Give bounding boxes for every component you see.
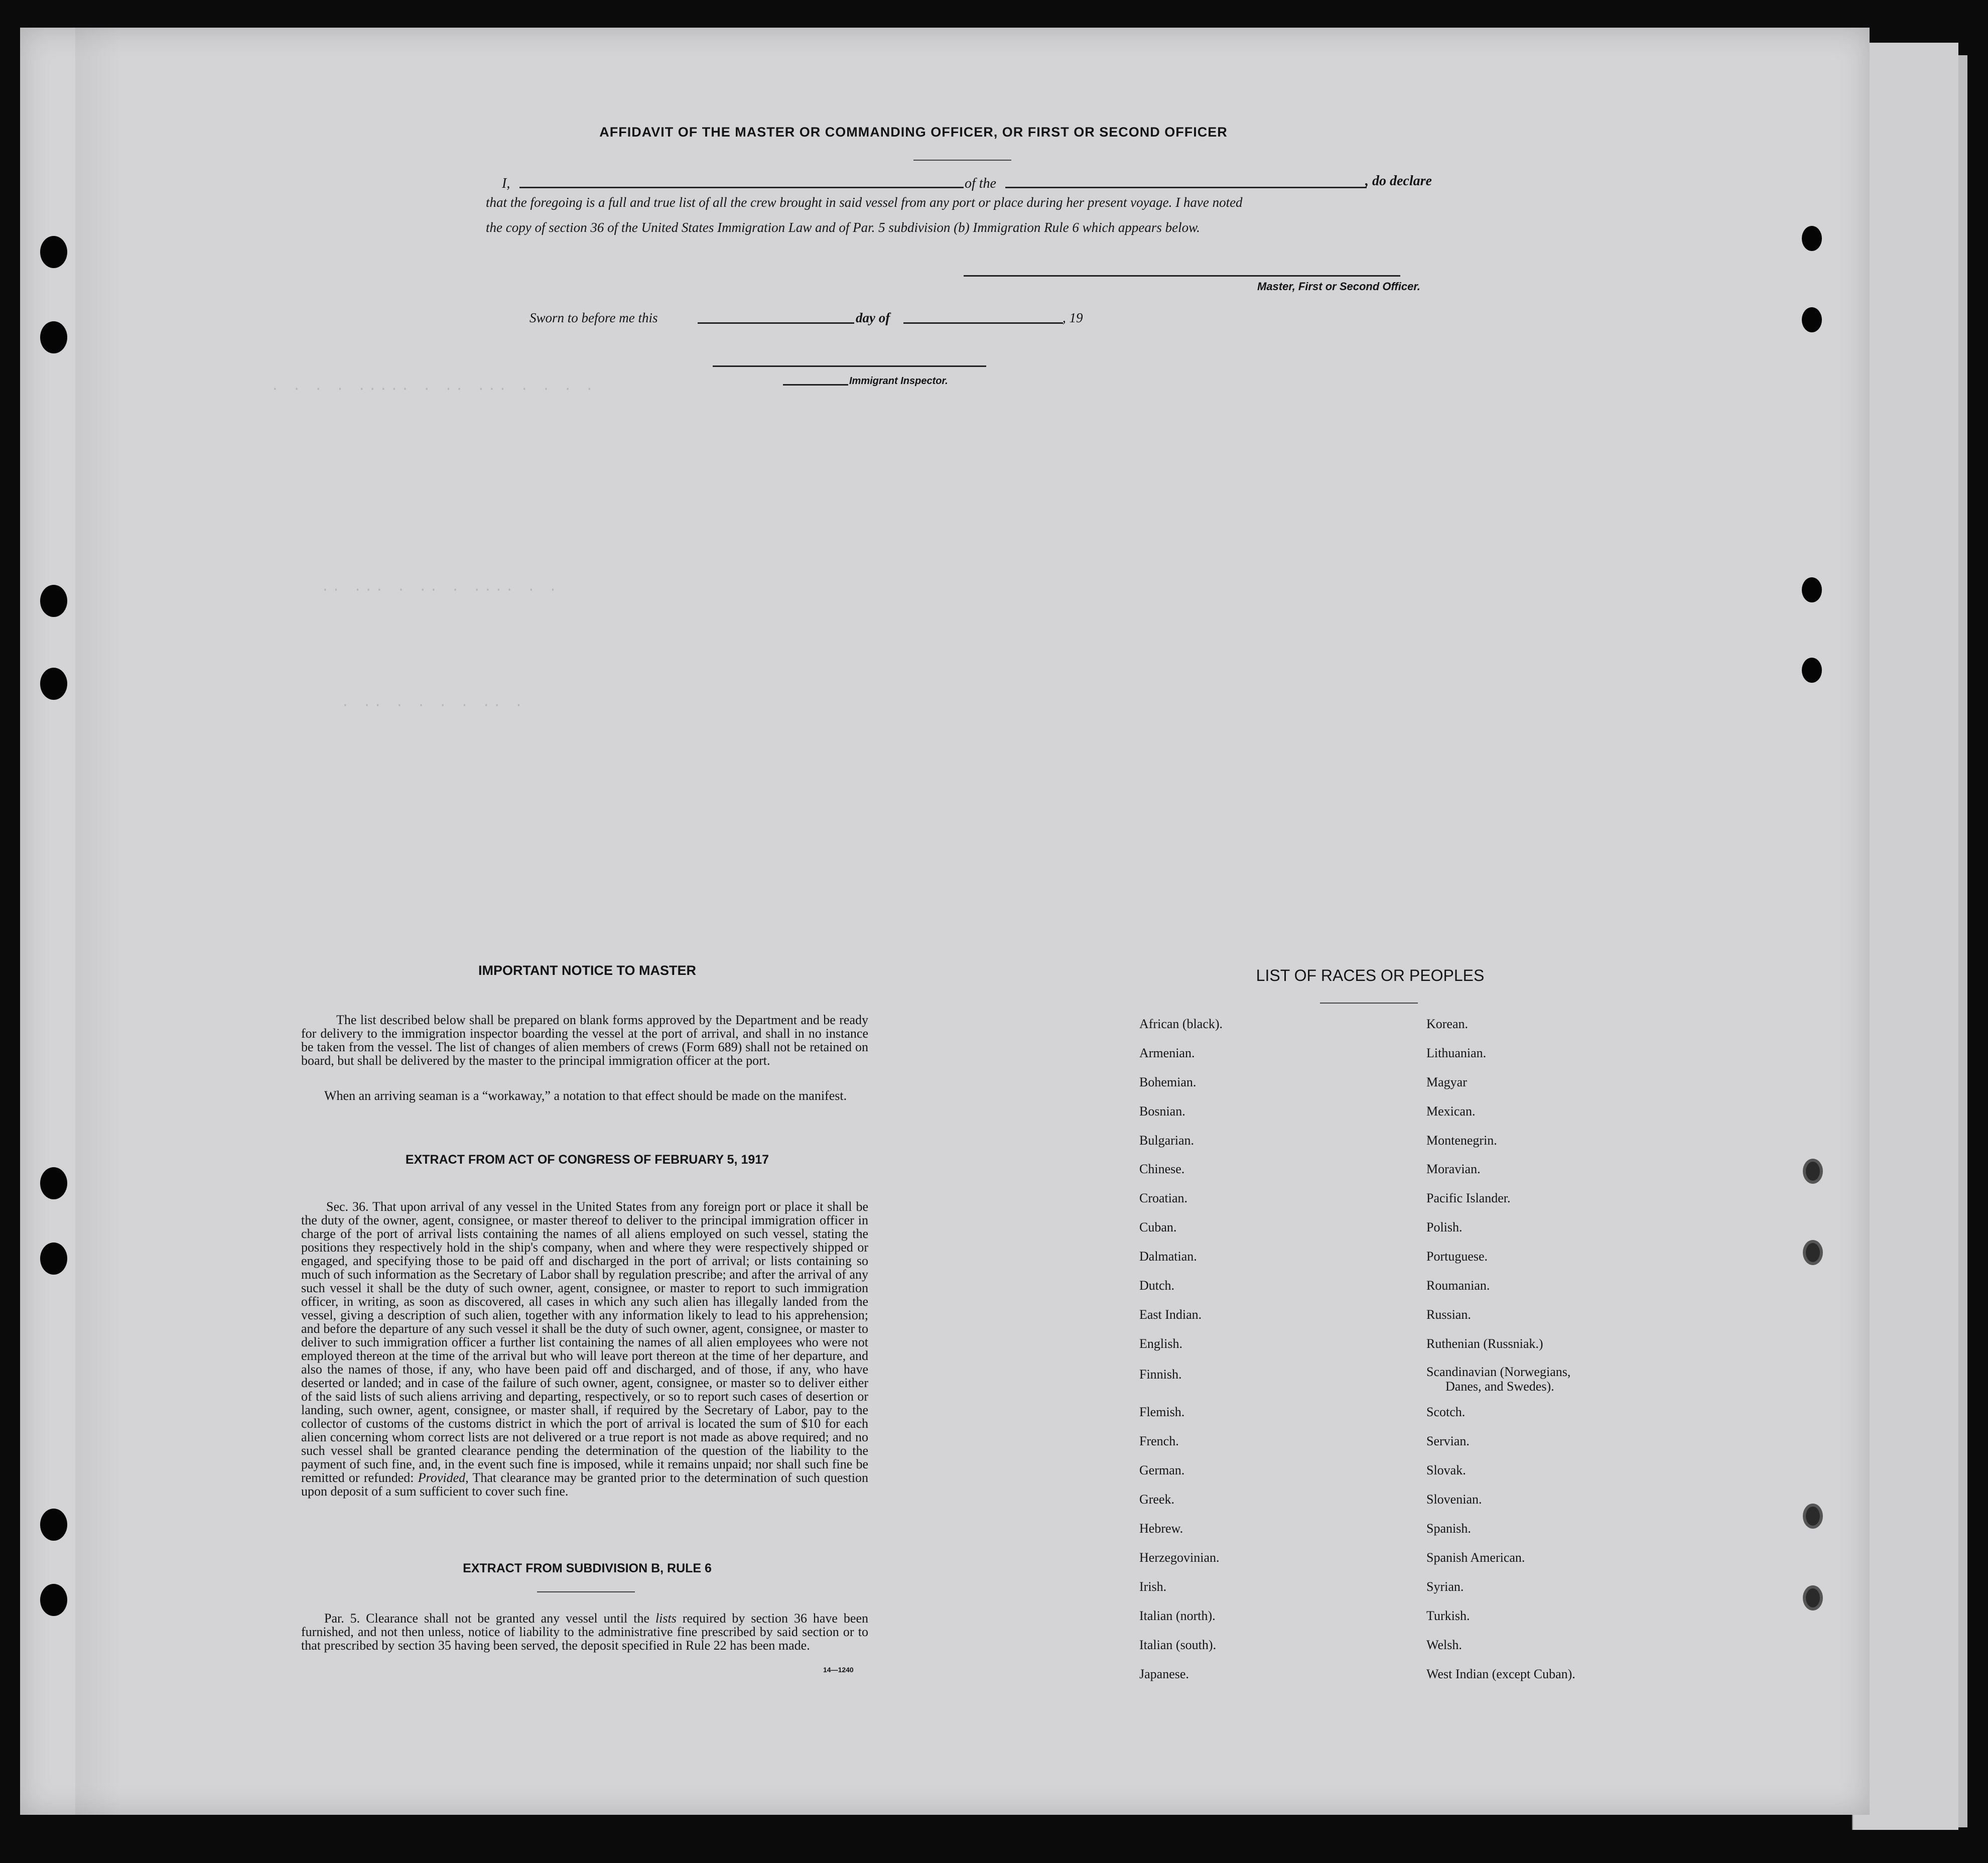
race-item: French. (1139, 1434, 1179, 1448)
bleed-through-row: · ·· · · · · ·· · (341, 698, 526, 713)
binder-hole (1803, 1240, 1823, 1265)
binder-hole (40, 668, 67, 700)
heading-rule (1320, 1003, 1418, 1004)
race-item: Bulgarian. (1139, 1133, 1195, 1148)
sworn-start: Sworn to before me this (529, 310, 658, 325)
heading-rule (913, 160, 1011, 161)
race-item: Korean. (1426, 1017, 1469, 1031)
extract-act-heading: EXTRACT FROM ACT OF CONGRESS OF FEBRUARY 5, 1917 (405, 1153, 769, 1167)
form-number: 14—1240 (823, 1666, 854, 1674)
race-item: Bosnian. (1139, 1104, 1185, 1119)
inspector-signature-blank[interactable] (713, 365, 986, 367)
race-item: Hebrew. (1139, 1521, 1183, 1536)
race-item: Ruthenian (Russniak.) (1426, 1336, 1543, 1351)
binder-hole (1803, 1159, 1823, 1184)
affidavit-line1-end: , do declare (1365, 173, 1432, 189)
race-item: Portuguese. (1426, 1249, 1488, 1264)
binder-hole (40, 1509, 67, 1541)
race-item: Scotch. (1426, 1405, 1466, 1419)
affidavit-line1-mid: of the (965, 176, 996, 191)
inspector-prefix-blank[interactable] (783, 384, 848, 386)
race-item: Flemish. (1139, 1405, 1185, 1419)
race-item: Italian (north). (1139, 1608, 1216, 1623)
race-item: Roumanian. (1426, 1278, 1490, 1293)
race-item: Moravian. (1426, 1162, 1481, 1176)
affidavit-line3: the copy of section 36 of the United States Immigration Law and of Par. 5 subdivision (b) Immigration Rule 6 which appears below. (486, 220, 1200, 235)
race-item: Greek. (1139, 1492, 1175, 1507)
heading-rule (537, 1591, 635, 1592)
race-item: Scandinavian (Norwegians, (1426, 1364, 1571, 1379)
race-item: German. (1139, 1463, 1185, 1477)
race-item: Cuban. (1139, 1220, 1177, 1234)
race-item: Armenian. (1139, 1046, 1195, 1060)
race-item: Herzegovinian. (1139, 1550, 1220, 1565)
signature-caption: Master, First or Second Officer. (1257, 280, 1420, 293)
race-item: Dalmatian. (1139, 1249, 1197, 1264)
binder-hole (1802, 226, 1822, 251)
provided-word: Provided, (418, 1470, 469, 1485)
race-item: Japanese. (1139, 1667, 1189, 1681)
binder-hole (40, 1584, 67, 1616)
binder-hole (40, 1243, 67, 1275)
bleed-through-row: · · · · ····· · ·· ··· · · · · (271, 382, 597, 397)
races-heading: LIST OF RACES OR PEOPLES (1256, 966, 1485, 984)
race-item: Dutch. (1139, 1278, 1175, 1293)
race-item: African (black). (1139, 1017, 1223, 1031)
extract-rule-heading: EXTRACT FROM SUBDIVISION B, RULE 6 (463, 1561, 712, 1575)
binder-hole (1803, 1504, 1823, 1529)
race-item: Magyar (1426, 1075, 1467, 1089)
affidavit-line1-start: I, (502, 176, 510, 191)
sworn-mid: day of (856, 310, 890, 325)
race-item: English. (1139, 1336, 1182, 1351)
section-36-proviso: That clearance may be granted prior to the determination of such question upon deposit of a sum sufficient to cover such fine. (301, 1470, 869, 1499)
race-item: East Indian. (1139, 1307, 1202, 1322)
affidavit-heading: AFFIDAVIT OF THE MASTER OR COMMANDING OFFICER, OR FIRST OR SECOND OFFICER (599, 125, 1228, 140)
race-item: Pacific Islander. (1426, 1191, 1511, 1205)
vessel-blank[interactable] (1005, 187, 1367, 188)
race-item: Spanish. (1426, 1521, 1471, 1536)
race-item: Mexican. (1426, 1104, 1476, 1119)
race-item: Finnish. (1139, 1367, 1182, 1382)
extract-rule-text (301, 1611, 868, 1652)
binder-hole (1802, 577, 1822, 602)
notice-paragraph-2: When an arriving seaman is a “workaway,” a notation to that effect should be made on the manifest. (324, 1088, 847, 1103)
sworn-month-blank[interactable] (903, 322, 1063, 324)
notice-paragraph-1: The list described below shall be prepared on blank forms approved by the Department and be ready for delivery to the immigration inspector boarding the vessel at the port of arrival, and shall in no instance be taken from the vessel. The list of changes of alien members of crews (Form 689) shall not be retained on board, but shall be delivered by the master to the principal immigration officer at the port. (301, 1013, 868, 1068)
rule-text-a: Par. 5. Clearance shall not be granted any vessel until the (324, 1611, 649, 1626)
binder-hole (1802, 307, 1822, 332)
inspector-caption: Immigrant Inspector. (849, 376, 948, 387)
extract-act-text (301, 1200, 868, 1498)
binder-hole (1802, 658, 1822, 683)
document-page (20, 28, 1870, 1815)
binder-hole (1803, 1585, 1823, 1610)
notice-heading: IMPORTANT NOTICE TO MASTER (478, 963, 696, 978)
race-item: Lithuanian. (1426, 1046, 1487, 1060)
race-item: West Indian (except Cuban). (1426, 1667, 1575, 1681)
section-36-text: That upon arrival of any vessel in the United States from any foreign port or place it shall be the duty of the owner, agent, consignee, or master thereof to deliver to the principal immigration officer in charge of the port of arrival lists containing the names of all aliens employed on such vessel, stating the positions they respectively hold in the ship's company, when and where they were respectively shipped or engaged, and specifying those to be paid off and discharged in the port of arrival; or lists containing so much of such information as the Secretary of Labor shall by regulation prescribe; and after the arrival of any such vessel it shall be the duty of such owner, agent, consignee, or master to report to such immigration officer, in writing, as soon as discovered, all cases in which any such alien has illegally landed from the vessel, giving a description of such alien, together with any information likely to lead to his apprehension; and before the departure of any such vessel it shall be the duty of such owner, agent, consignee, or master to deliver to such immigration officer a further list containing the names of all alien employees who were not employed thereon at the time of the arrival but who will leave port thereon at the time of her departure, and also the names of those, if any, who have been paid off and discharged, and of those, if any, who have deserted or landed; and in case of the failure of such owner, agent, consignee, or master so to deliver either of the said lists of such aliens arriving and departing, respectively, or so to report such cases of desertion or landing, such owner, agent, consignee, or master shall, if required by the Secretary of Labor, pay to the collector of customs of the customs district in which the port of arrival is located the sum of $10 for each alien concerning whom correct lists are not delivered or a true report is not made as above required; and no such vessel shall be granted clearance pending the determination of the question of the liability to the payment of such fine, and, in the event such fine is imposed, while it remains unpaid; nor shall such fine be remitted or refunded: (301, 1199, 868, 1485)
race-item: Russian. (1426, 1307, 1471, 1322)
race-item: Croatian. (1139, 1191, 1188, 1205)
race-item: Italian (south). (1139, 1638, 1217, 1652)
race-item: Slovenian. (1426, 1492, 1482, 1507)
race-item: Syrian. (1426, 1579, 1464, 1594)
race-item: Chinese. (1139, 1162, 1185, 1176)
name-blank[interactable] (519, 187, 964, 188)
race-item: Turkish. (1426, 1608, 1470, 1623)
affidavit-line2: that the foregoing is a full and true list of all the crew brought in said vessel from any port or place during her present voyage. I have noted (486, 195, 1243, 210)
race-item: Montenegrin. (1426, 1133, 1497, 1148)
section-label: Sec. 36. (326, 1199, 369, 1214)
signature-blank[interactable] (964, 275, 1400, 277)
bleed-through-row: ·· ··· · ·· · ···· · · (321, 582, 560, 597)
race-item: Welsh. (1426, 1638, 1462, 1652)
binder-hole (40, 1167, 67, 1199)
rule-text-b: required by section 36 have been furnished, and not then unless, notice of liability to the administrative fine prescribed by said section or to that prescribed by section 35 having been served, the deposit specified in Rule 22 has been made. (301, 1611, 869, 1653)
race-item: Spanish American. (1426, 1550, 1525, 1565)
page-binding-strip (75, 28, 120, 1815)
binder-hole (40, 321, 67, 353)
sworn-day-blank[interactable] (698, 322, 854, 324)
race-item: Slovak. (1426, 1463, 1466, 1477)
lists-word: lists (655, 1611, 677, 1626)
race-item: Danes, and Swedes). (1445, 1379, 1554, 1394)
race-item: Servian. (1426, 1434, 1470, 1448)
race-item: Polish. (1426, 1220, 1463, 1234)
binder-hole (40, 585, 67, 617)
sworn-end: , 19 (1063, 310, 1083, 325)
race-item: Bohemian. (1139, 1075, 1197, 1089)
race-item: Irish. (1139, 1579, 1167, 1594)
binder-hole (40, 236, 67, 268)
